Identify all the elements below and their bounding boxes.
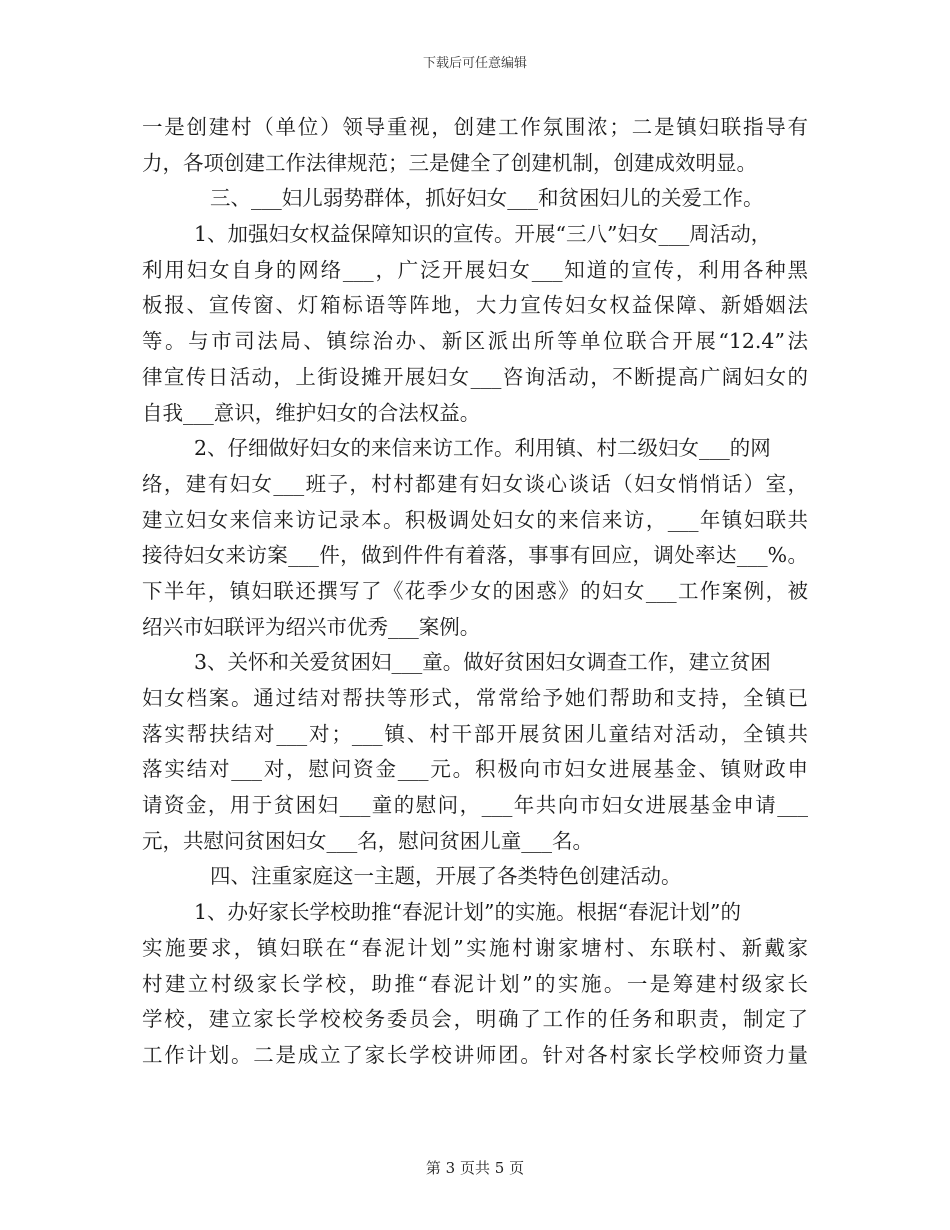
text-line: 自我___意识，维护妇女的合法权益。 xyxy=(142,400,481,425)
page-footer: 第 3 页共 5 页 xyxy=(425,1159,525,1177)
text-line: 落实结对___对，慰问资金___元。积极向市妇女进展基金、镇财政申 xyxy=(142,757,808,782)
text-line: 学校，建立家长学校校务委员会，明确了工作的任务和职责，制定了 xyxy=(142,1007,808,1032)
text-line: 2、仔细做好妇女的来信来访工作。利用镇、村二级妇女___的网 xyxy=(194,436,771,461)
text-line: 落实帮扶结对___对；___镇、村干部开展贫困儿童结对活动，全镇共 xyxy=(142,721,808,746)
text-line: 1、办好家长学校助推“春泥计划”的实施。根据“春泥计划”的 xyxy=(194,900,741,925)
text-line: 四、注重家庭这一主题，开展了各类特色创建活动。 xyxy=(210,864,682,889)
text-line: 等。与市司法局、镇综治办、新区派出所等单位联合开展“12.4”法 xyxy=(142,329,808,354)
text-line: 络，建有妇女___班子，村村都建有妇女谈心谈话（妇女悄悄话）室， xyxy=(142,471,808,496)
text-line: 工作计划。二是成立了家长学校讲师团。针对各村家长学校师资力量 xyxy=(142,1042,808,1067)
text-line: 村建立村级家长学校，助推“春泥计划”的实施。一是筹建村级家长 xyxy=(142,971,808,996)
text-line: 力，各项创建工作法律规范；三是健全了创建机制，创建成效明显。 xyxy=(142,150,757,175)
text-line: 元，共慰问贫困妇女___名，慰问贫困儿童___名。 xyxy=(142,828,593,853)
text-line: 利用妇女自身的网络___，广泛开展妇女___知道的宣传，利用各种黑 xyxy=(142,257,808,282)
text-line: 3、关怀和关爱贫困妇___童。做好贫困妇女调查工作，建立贫困 xyxy=(194,650,771,675)
page-header: 下载后可任意编辑 xyxy=(422,56,527,71)
text-line: 妇女档案。通过结对帮扶等形式，常常给予她们帮助和支持，全镇已 xyxy=(142,686,808,710)
text-line: 三、___妇儿弱势群体，抓好妇女___和贫困妇儿的关爱工作。 xyxy=(210,186,764,211)
text-line: 律宣传日活动，上街设摊开展妇女___咨询活动，不断提高广阔妇女的 xyxy=(142,364,808,389)
text-line: 实施要求，镇妇联在“春泥计划”实施村谢家塘村、东联村、新戴家 xyxy=(142,935,808,960)
text-line: 请资金，用于贫困妇___童的慰问，___年共向市妇女进展基金申请___ xyxy=(142,793,808,818)
text-line: 1、加强妇女权益保障知识的宣传。开展“三八”妇女___周活动， xyxy=(194,222,772,247)
text-line: 下半年，镇妇联还撰写了《花季少女的困惑》的妇女___工作案例，被 xyxy=(142,578,808,603)
text-line: 绍兴市妇联评为绍兴市优秀___案例。 xyxy=(142,614,481,639)
text-line: 建立妇女来信来访记录本。积极调处妇女的来信来访，___年镇妇联共 xyxy=(142,507,808,532)
text-line: 一是创建村（单位）领导重视，创建工作氛围浓；二是镇妇联指导有 xyxy=(142,115,808,139)
text-line: 接待妇女来访案___件，做到件件有着落，事事有回应，调处率达___%。 xyxy=(142,543,808,568)
text-line: 板报、宣传窗、灯箱标语等阵地，大力宣传妇女权益保障、新婚姻法 xyxy=(142,293,808,318)
document-body xyxy=(142,110,808,1074)
